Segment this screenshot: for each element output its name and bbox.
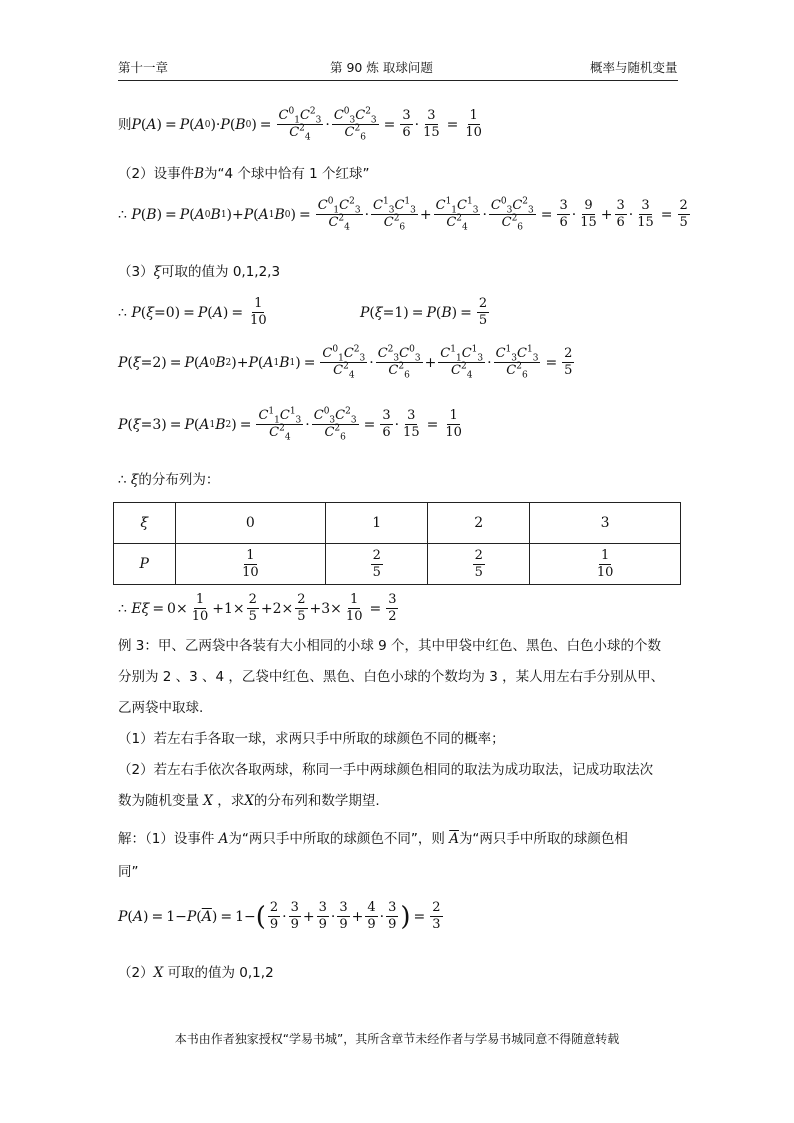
formula-p-a: 则 P ( A ) = P ( A 0 )· P ( B 0 ) = $\frac{C^0_1C^2_3}{C^2_4}$ · $\frac{C^0_3C^2_3}{C^2_6}$ = $\frac{3}{6}$ · $\frac{3}{15}$ = $\frac{1}{10}$ (118, 106, 482, 143)
distribution-table (113, 502, 681, 585)
question2-line2: 数为随机变量 X ，求X的分布列和数学期望. (118, 793, 380, 809)
example3-line3: 乙两袋中取球. (118, 700, 204, 716)
formula-p-b: ∴ P ( B ) = P ( A 0 B 1 )+ P ( A 1 B 0 ) = $\frac{C^0_1C^2_3}{C^2_4}$ · $\frac{C^1_3C^1_3}{C^2_6}$ + $\frac{C^1_1C^1_3}{C^2_4}$ · $\frac{C^0_3C^2_3}{C^2_6}$ = $\frac{3}{6}$ · $\frac{9}{15}$ + $\frac{3}{6}$ · $\frac{3}{15}$ = $\frac{2}{5}$ (118, 196, 688, 233)
table-row (114, 503, 681, 544)
table-cell: 3 (530, 503, 681, 544)
formula-xi-1: P ( ξ =1) = P ( B ) = $\frac{2}{5}$ (360, 296, 488, 328)
header-lesson: 第 90 炼 取球问题 (330, 60, 433, 75)
footer-copyright: 本书由作者独家授权“学易书城”，其所含章节未经作者与学易书城同意不得随意转载 (174, 1032, 620, 1046)
formula-expectation: ∴ Eξ = 0× $\frac{1}{10}$ +1× $\frac{2}{5}$ +2× $\frac{2}{5}$ +3× $\frac{1}{10}$ = $\frac{3}{2}$ (118, 592, 397, 624)
table-cell: $\frac{2}{5}$ (428, 544, 530, 585)
formula-xi-3: P ( ξ =3) = P ( A 1 B 2 ) = $\frac{C^1_1C^1_3}{C^2_4}$ · $\frac{C^0_3C^2_3}{C^2_6}$ = $\frac{3}{6}$ · $\frac{3}{15}$ = $\frac{1}{10}$ (118, 406, 462, 443)
part2-statement: （2）设事件B为“4 个球中恰有 1 个红球” (118, 166, 370, 182)
part3-statement: （3）ξ可取的值为 0,1,2,3 (118, 264, 281, 280)
example3-line1: 例 3：甲、乙两袋中各装有大小相同的小球 9 个，其中甲袋中红色、黑色、白色小球的个数 (118, 638, 662, 654)
table-cell: $\frac{1}{10}$ (530, 544, 681, 585)
table-row (114, 544, 681, 585)
distribution-intro: ∴ ξ的分布列为： (118, 472, 220, 488)
part2b-statement: （2）X 可取的值为 0,1,2 (118, 965, 274, 981)
table-cell: ξ (114, 503, 176, 544)
example3-line2: 分别为 2 、3 、4 ，乙袋中红色、黑色、白色小球的个数均为 3 ，某人用左右手分别从甲、 (118, 669, 665, 685)
formula-complement: P ( A ) = 1− P ( $\overline{A}$ ) = 1− ( $\frac{2}{9}$ · $\frac{3}{9}$ + $\frac{3}{9}$ · $\frac{3}{9}$ + $\frac{4}{9}$ · $\frac{3}{9}$ ) = $\frac{2}{3}$ (118, 900, 441, 932)
table-cell: 2 (428, 503, 530, 544)
table-cell: $\frac{1}{10}$ (175, 544, 326, 585)
table-cell: 1 (326, 503, 428, 544)
header-chapter: 第十一章 (118, 60, 169, 75)
formula-xi-2: P ( ξ =2) = P ( A 0 B 2 )+ P ( A 1 B 1 ) = $\frac{C^0_1C^2_3}{C^2_4}$ · $\frac{C^2_3C^0_3}{C^2_6}$ + $\frac{C^1_1C^1_3}{C^2_4}$ · $\frac{C^1_3C^1_3}{C^2_6}$ = $\frac{2}{5}$ (118, 344, 573, 381)
text-then: 则 (118, 116, 132, 133)
header-rule (118, 80, 678, 81)
solution-line1: 解：（1）设事件 A为“两只手中所取的球颜色不同”，则 $\overline{A}$为“两只手中所取的球颜色相 (118, 831, 628, 847)
table-cell: P (114, 544, 176, 585)
solution-line2: 同” (118, 864, 139, 880)
table-cell: $\frac{2}{5}$ (326, 544, 428, 585)
header-topic: 概率与随机变量 (590, 60, 678, 75)
question1: （1）若左右手各取一球，求两只手中所取的球颜色不同的概率； (118, 731, 505, 747)
question2-line1: （2）若左右手依次各取两球，称同一手中两球颜色相同的取法为成功取法，记成功取法次 (118, 762, 654, 778)
formula-xi-0: ∴ P ( ξ =0) = P ( A ) = $\frac{1}{10}$ (118, 296, 267, 328)
table-cell: 0 (175, 503, 326, 544)
